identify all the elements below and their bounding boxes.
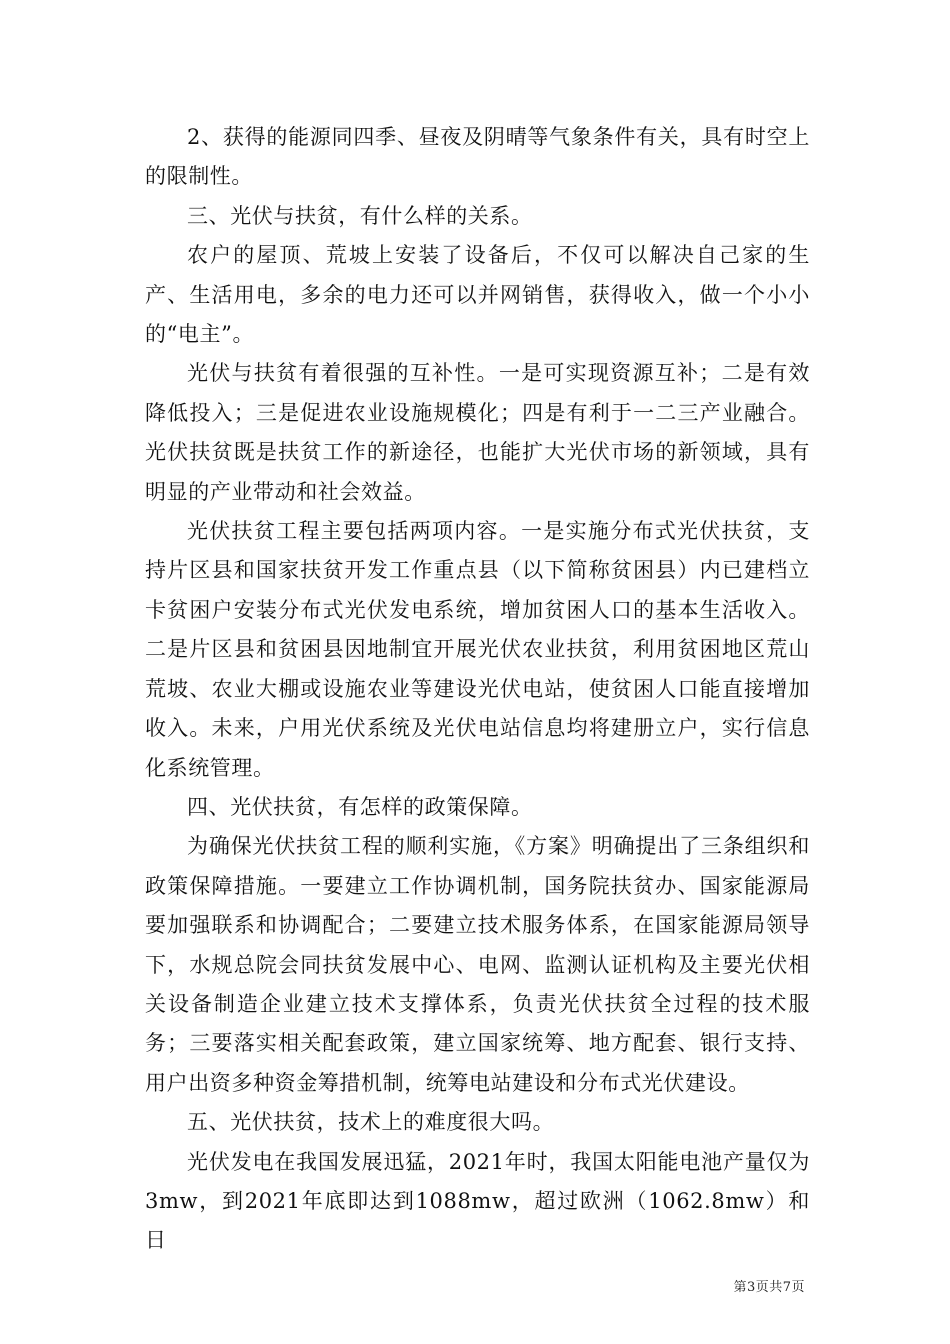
section-heading: 四、光伏扶贫，有怎样的政策保障。	[187, 794, 533, 819]
section-heading: 三、光伏与扶贫，有什么样的关系。	[187, 203, 533, 228]
page-number-footer: 第3页共7页	[733, 1280, 805, 1295]
paragraph: 光伏与扶贫有着很强的互补性。一是可实现资源互补；二是有效降低投入；三是促进农业设施规模化；四是有利于一二三产业融合。光伏扶贫既是扶贫工作的新途径，也能扩大光伏市场的新领域，具有明显的产业带动和社会效益。	[145, 361, 810, 504]
paragraph: 2、获得的能源同四季、昼夜及阴晴等气象条件有关，具有时空上的限制性。	[145, 125, 810, 189]
paragraph: 农户的屋顶、荒坡上安装了设备后，不仅可以解决自己家的生产、生活用电，多余的电力还可以并网销售，获得收入，做一个小小的“电主”。	[145, 243, 810, 347]
paragraph: 为确保光伏扶贫工程的顺利实施，《方案》明确提出了三条组织和政策保障措施。一要建立工作协调机制，国务院扶贫办、国家能源局要加强联系和协调配合；二要建立技术服务体系，在国家能源局领导下，水规总院会同扶贫发展中心、电网、监测认证机构及主要光伏相关设备制造企业建立技术支撑体系，负责光伏扶贫全过程的技术服务；三要落实相关配套政策，建立国家统筹、地方配套、银行支持、用户出资多种资金筹措机制，统筹电站建设和分布式光伏建设。	[145, 834, 810, 1095]
paragraph: 光伏扶贫工程主要包括两项内容。一是实施分布式光伏扶贫，支持片区县和国家扶贫开发工作重点县（以下简称贫困县）内已建档立卡贫困户安装分布式光伏发电系统，增加贫困人口的基本生活收入。二是片区县和贫困县因地制宜开展光伏农业扶贫，利用贫困地区荒山荒坡、农业大棚或设施农业等建设光伏电站，使贫困人口能直接增加收入。未来，户用光伏系统及光伏电站信息均将建册立户，实行信息化系统管理。	[145, 519, 810, 780]
paragraph: 光伏发电在我国发展迅猛，2021年时，我国太阳能电池产量仅为3mw，到2021年底即达到1088mw，超过欧洲（1062.8mw）和日	[145, 1149, 810, 1253]
section-heading: 五、光伏扶贫，技术上的难度很大吗。	[187, 1110, 555, 1135]
document-body	[145, 118, 810, 1261]
